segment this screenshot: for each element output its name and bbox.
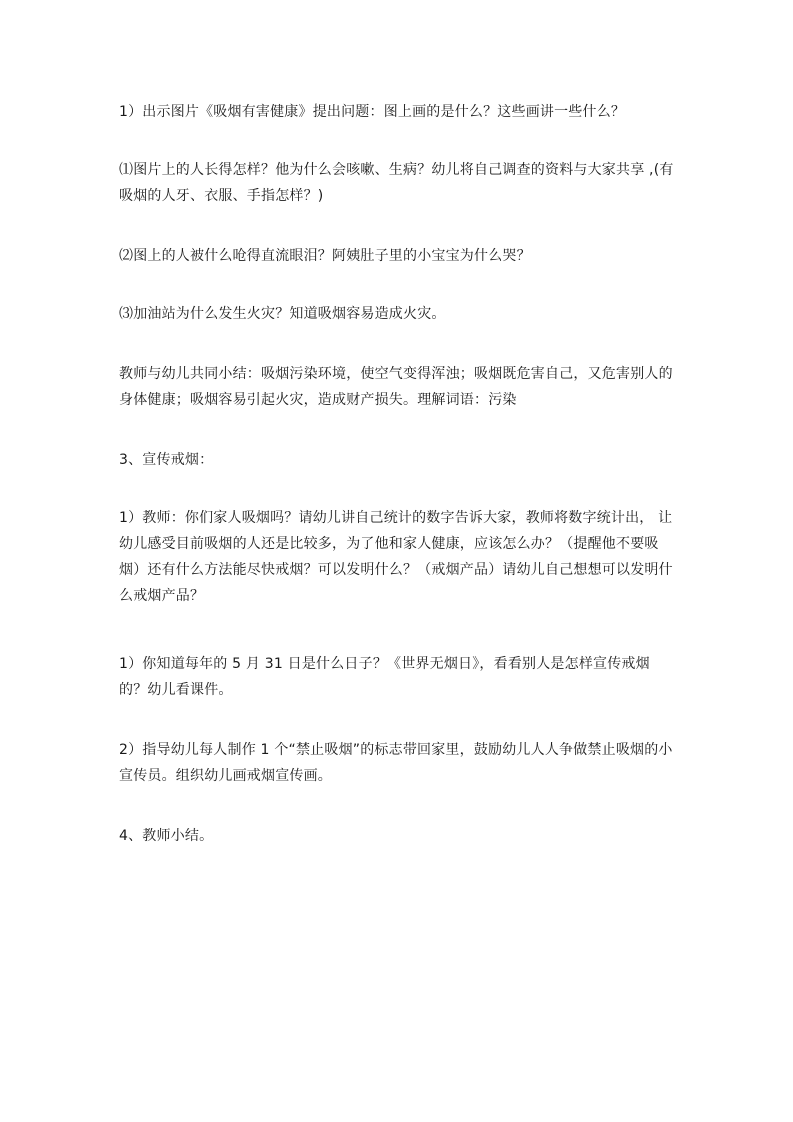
paragraph-summary: 教师与幼儿共同小结：吸烟污染环境，使空气变得浑浊；吸烟既危害自己，又危害别人的身体健康；吸烟容易引起火灾，造成财产损失。理解词语：污染 [119, 366, 673, 408]
section-heading-conclusion: 4、教师小结。 [119, 828, 214, 844]
paragraph-question-intro: 1）出示图片《吸烟有害健康》提出问题：图上画的是什么？这些画讲一些什么？ [119, 104, 626, 120]
section-heading-promotion: 3、宣传戒烟： [119, 452, 214, 468]
paragraph-make-sign: 2）指导幼儿每人制作 1 个“禁止吸烟”的标志带回家里，鼓励幼儿人人争做禁止吸烟的小宣传员。组织幼儿画戒烟宣传画。 [119, 742, 673, 784]
paragraph-question-2: ⑵图上的人被什么呛得直流眼泪？阿姨肚子里的小宝宝为什么哭？ [119, 248, 531, 264]
paragraph-world-no-tobacco: 1）你知道每年的 5 月 31 日是什么日子？《世界无烟日》，看看别人是怎样宣传戒烟的？幼儿看课件。 [119, 656, 650, 698]
paragraph-question-3: ⑶加油站为什么发生火灾？知道吸烟容易造成火灾。 [119, 306, 446, 322]
paragraph-teacher-question: 1）教师：你们家人吸烟吗？请幼儿讲自己统计的数字告诉大家，教师将数字统计出， 让幼儿感受目前吸烟的人还是比较多，为了他和家人健康，应该怎么办？（提醒他不要吸烟）还有什么方法能尽快戒烟？可以发明什么？（戒烟产品）请幼儿自己想想可以发明什么戒烟产品？ [119, 510, 673, 604]
paragraph-question-1: ⑴图片上的人长得怎样？他为什么会咳嗽、生病？幼儿将自己调查的资料与大家共享 ,(有吸烟的人牙、衣服、手指怎样？) [119, 162, 674, 204]
